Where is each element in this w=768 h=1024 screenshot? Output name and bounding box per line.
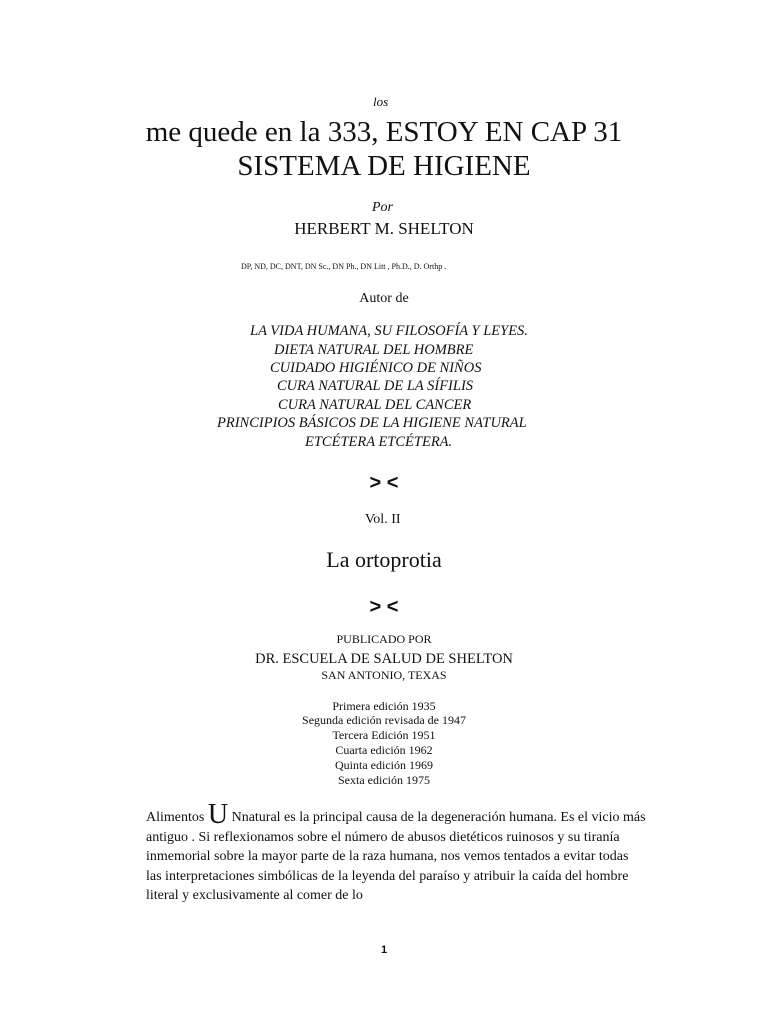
edition-line: Segunda edición revisada de 1947 [302, 713, 466, 727]
small-heading-word: los [373, 94, 389, 109]
publisher-location: SAN ANTONIO, TEXAS [321, 668, 447, 682]
by-label: Por [372, 200, 393, 215]
section-title: La ortoprotia [326, 547, 442, 572]
separator-ornament: > < [369, 472, 399, 494]
body-text: Nnatural es la principal causa de la degeneración humana. Es el vicio más antiguo . Si reflexionamos sobre el número de abusos dietéticos ruinosos y su tiranía inmemorial sobre la mayor parte de la raza humana, nos vemos tentados a evitar todas las interpretaciones simbólicas de la leyenda del paraíso y atribuir la caída del hombre literal y exclusivamente al comer de lo [146, 810, 646, 903]
page-number: 1 [380, 944, 388, 956]
separator-ornament: > < [369, 596, 399, 618]
edition-line: Quinta edición 1969 [335, 758, 433, 772]
author-name: HERBERT M. SHELTON [294, 219, 474, 238]
work-item: PRINCIPIOS BÁSICOS DE LA HIGIENE NATURAL [217, 415, 527, 431]
author-credentials: DP, ND, DC, DNT, DN Sc., DN Ph., DN Litt , Ph.D., D. Orthp . [241, 262, 447, 271]
body-paragraph [146, 799, 646, 906]
work-item: CUIDADO HIGIÉNICO DE NIÑOS [270, 360, 482, 376]
work-item: ETCÉTERA ETCÉTERA. [305, 434, 453, 450]
edition-line: Sexta edición 1975 [338, 773, 430, 787]
title-line-2: SISTEMA DE HIGIENE [237, 150, 531, 182]
work-item: DIETA NATURAL DEL HOMBRE [274, 342, 474, 358]
edition-line: Tercera Edición 1951 [332, 728, 436, 742]
title-line-1: me quede en la 333, ESTOY EN CAP 31 [145, 116, 623, 148]
volume-label: Vol. II [365, 512, 401, 527]
published-by-label: PUBLICADO POR [336, 632, 432, 646]
works-label: Autor de [359, 291, 409, 306]
publisher-name: DR. ESCUELA DE SALUD DE SHELTON [255, 651, 513, 667]
work-item: CURA NATURAL DEL CANCER [278, 397, 472, 413]
edition-line: Primera edición 1935 [332, 699, 436, 713]
body-lead-word: Alimentos [146, 810, 205, 825]
edition-line: Cuarta edición 1962 [335, 743, 433, 757]
drop-cap: U [207, 799, 229, 830]
work-item: LA VIDA HUMANA, SU FILOSOFÍA Y LEYES. [250, 323, 528, 339]
work-item: CURA NATURAL DE LA SÍFILIS [277, 378, 474, 394]
